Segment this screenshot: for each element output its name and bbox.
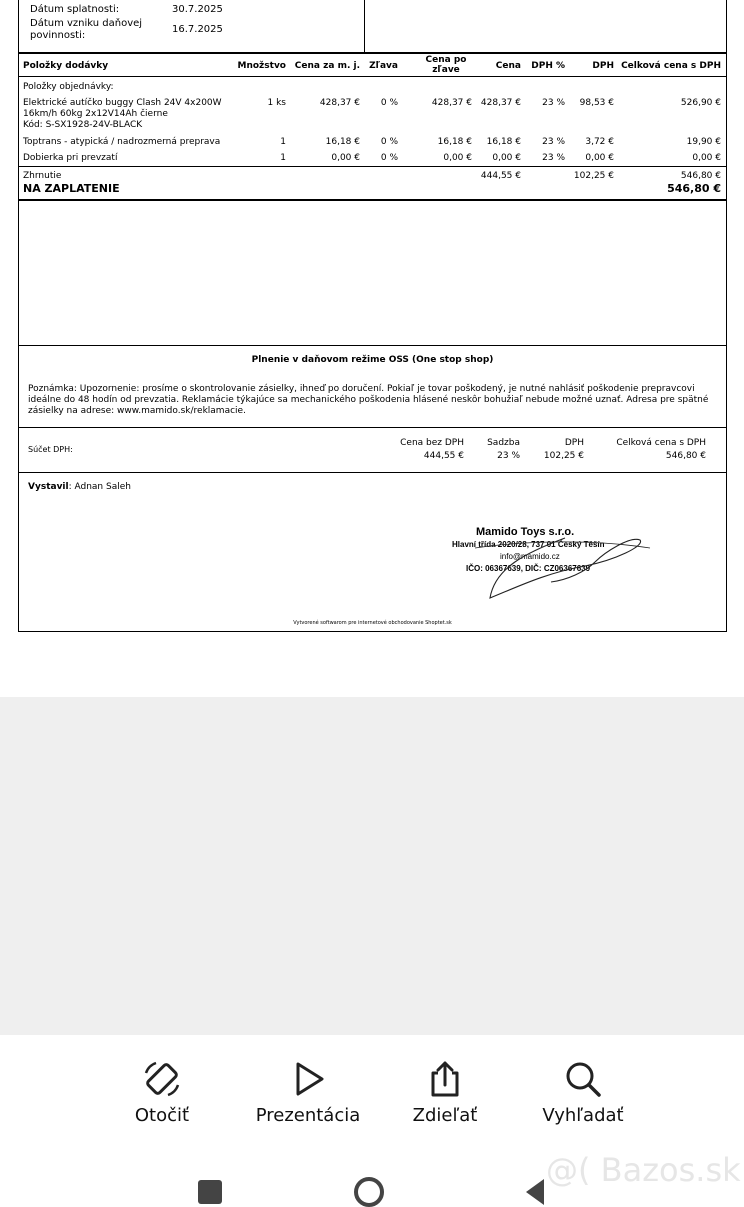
oss-title: Plnenie v daňovom režime OSS (One stop shop) bbox=[251, 355, 494, 365]
row-1-qty: 1 ks bbox=[267, 98, 286, 108]
search-icon bbox=[563, 1059, 603, 1099]
row-1-after: 428,37 € bbox=[431, 98, 472, 108]
row-2-name: Toptrans - atypická / nadrozmerná preprava bbox=[23, 137, 221, 147]
row-3-discount: 0 % bbox=[380, 153, 398, 163]
section-label: Položky objednávky: bbox=[23, 82, 114, 92]
issuer-name: : Adnan Saleh bbox=[68, 482, 131, 492]
col-header-items: Položky dodávky bbox=[23, 61, 109, 71]
share-label: Zdieľať bbox=[412, 1105, 478, 1126]
amount-due-value: 546,80 € bbox=[667, 182, 721, 195]
row-1-code: Kód: S-SX1928-24V-BLACK bbox=[23, 120, 143, 130]
col-header-qty: Množstvo bbox=[237, 61, 286, 71]
vat-summary-vat: 102,25 € bbox=[543, 451, 584, 461]
search-label: Vyhľadať bbox=[542, 1105, 624, 1126]
row-2-unit: 16,18 € bbox=[325, 137, 360, 147]
row-2-total: 19,90 € bbox=[686, 137, 721, 147]
row-2-vat-rate: 23 % bbox=[542, 137, 565, 147]
header-divider bbox=[364, 0, 365, 53]
vat-summary-col-vat: DPH bbox=[564, 438, 584, 448]
col-header-after-discount: Cena po zľave bbox=[425, 55, 467, 75]
row-2-discount: 0 % bbox=[380, 137, 398, 147]
oss-note: Poznámka: Upozornenie: prosíme o skontrolovanie zásielky, ihneď po doručení. Pokiaľ je tovar poškodený, je nutné nahlásiť poškodenie prepravcovi ideálne do 48 hodín od prevzatia. Reklamácie týkajúce sa mechanického poškodenia hlásené neskôr bohužiaľ nebude možné uznať. Adresa pre spätné zásielky na adrese: www.mamido.sk/reklamacie. bbox=[28, 384, 709, 416]
vat-summary-total: 546,80 € bbox=[665, 451, 706, 461]
presentation-button[interactable] bbox=[250, 1059, 366, 1126]
home-button[interactable] bbox=[354, 1177, 384, 1207]
row-3-total: 0,00 € bbox=[692, 153, 721, 163]
row-1-price: 428,37 € bbox=[480, 98, 521, 108]
col-header-discount: Zľava bbox=[369, 61, 398, 71]
share-button[interactable] bbox=[400, 1059, 490, 1126]
vat-summary-label: Súčet DPH: bbox=[28, 445, 73, 454]
rotate-button[interactable] bbox=[120, 1059, 204, 1126]
row-3-qty: 1 bbox=[280, 153, 286, 163]
summary-separator bbox=[18, 166, 727, 167]
row-2-vat: 3,72 € bbox=[585, 137, 614, 147]
col-header-vat: DPH bbox=[592, 61, 614, 71]
row-1-vat: 98,53 € bbox=[579, 98, 614, 108]
stamp-company: Mamido Toys s.r.o. bbox=[476, 526, 575, 538]
play-icon bbox=[288, 1059, 328, 1099]
row-1-total: 526,90 € bbox=[680, 98, 721, 108]
tax-date-label: Dátum vzniku daňovej povinnosti: bbox=[30, 18, 143, 41]
row-2-after: 16,18 € bbox=[437, 137, 472, 147]
row-1-vat-rate: 23 % bbox=[542, 98, 565, 108]
col-header-total: Celková cena s DPH bbox=[621, 61, 721, 71]
col-header-unit-price: Cena za m. j. bbox=[294, 61, 360, 71]
watermark: @( Bazos.sk bbox=[546, 1151, 741, 1189]
row-3-price: 0,00 € bbox=[492, 153, 521, 163]
stamp-email: info@mamido.cz bbox=[500, 552, 560, 561]
row-1-discount: 0 % bbox=[380, 98, 398, 108]
stamp-address: Hlavní třída 2020/28, 737 01 Český Těšín bbox=[452, 540, 605, 549]
blank-notes-box bbox=[18, 200, 727, 346]
summary-vat: 102,25 € bbox=[573, 171, 614, 181]
row-3-after: 0,00 € bbox=[443, 153, 472, 163]
due-date-label: Dátum splatnosti: bbox=[30, 4, 120, 15]
due-date-value: 30.7.2025 bbox=[172, 4, 223, 15]
row-3-vat: 0,00 € bbox=[585, 153, 614, 163]
col-header-vat-rate: DPH % bbox=[531, 61, 565, 71]
tax-date-value: 16.7.2025 bbox=[172, 24, 223, 35]
row-2-qty: 1 bbox=[280, 137, 286, 147]
amount-due-label: NA ZAPLATENIE bbox=[23, 182, 120, 195]
rotate-label: Otočiť bbox=[134, 1105, 190, 1126]
footer-note: Vytvorené softwarom pre internetové obchodovanie Shoptet.sk bbox=[293, 620, 452, 626]
viewer-background bbox=[0, 697, 744, 1035]
vat-summary-box bbox=[18, 427, 727, 473]
issuer-label: Vystavil bbox=[28, 482, 69, 492]
row-1-unit: 428,37 € bbox=[319, 98, 360, 108]
signature-scribble bbox=[455, 528, 655, 603]
rotate-icon bbox=[142, 1059, 182, 1099]
vat-summary-col-rate: Sadzba bbox=[487, 438, 520, 448]
col-header-price: Cena bbox=[495, 61, 521, 71]
issuer bbox=[28, 482, 131, 492]
row-3-vat-rate: 23 % bbox=[542, 153, 565, 163]
row-3-unit: 0,00 € bbox=[331, 153, 360, 163]
vat-summary-col-total: Celková cena s DPH bbox=[616, 438, 706, 448]
row-2-price: 16,18 € bbox=[486, 137, 521, 147]
bottom-toolbar bbox=[0, 1035, 744, 1200]
stamp-ids: IČO: 06367639, DIČ: CZ06367639 bbox=[466, 564, 591, 573]
vat-summary-rate: 23 % bbox=[497, 451, 520, 461]
vat-summary-col-net: Cena bez DPH bbox=[400, 438, 464, 448]
vat-summary-net: 444,55 € bbox=[423, 451, 464, 461]
summary-price: 444,55 € bbox=[480, 171, 521, 181]
row-3-name: Dobierka pri prevzatí bbox=[23, 153, 118, 163]
row-1-name: Elektrické autíčko buggy Clash 24V 4x200W 16km/h 60kg 2x12V14Ah čierne bbox=[23, 98, 222, 119]
recent-apps-button[interactable] bbox=[198, 1180, 222, 1204]
share-icon bbox=[425, 1059, 465, 1099]
summary-label: Zhrnutie bbox=[23, 171, 62, 181]
summary-total: 546,80 € bbox=[680, 171, 721, 181]
presentation-label: Prezentácia bbox=[255, 1105, 361, 1126]
search-button[interactable] bbox=[538, 1059, 628, 1126]
header-separator bbox=[18, 76, 727, 77]
